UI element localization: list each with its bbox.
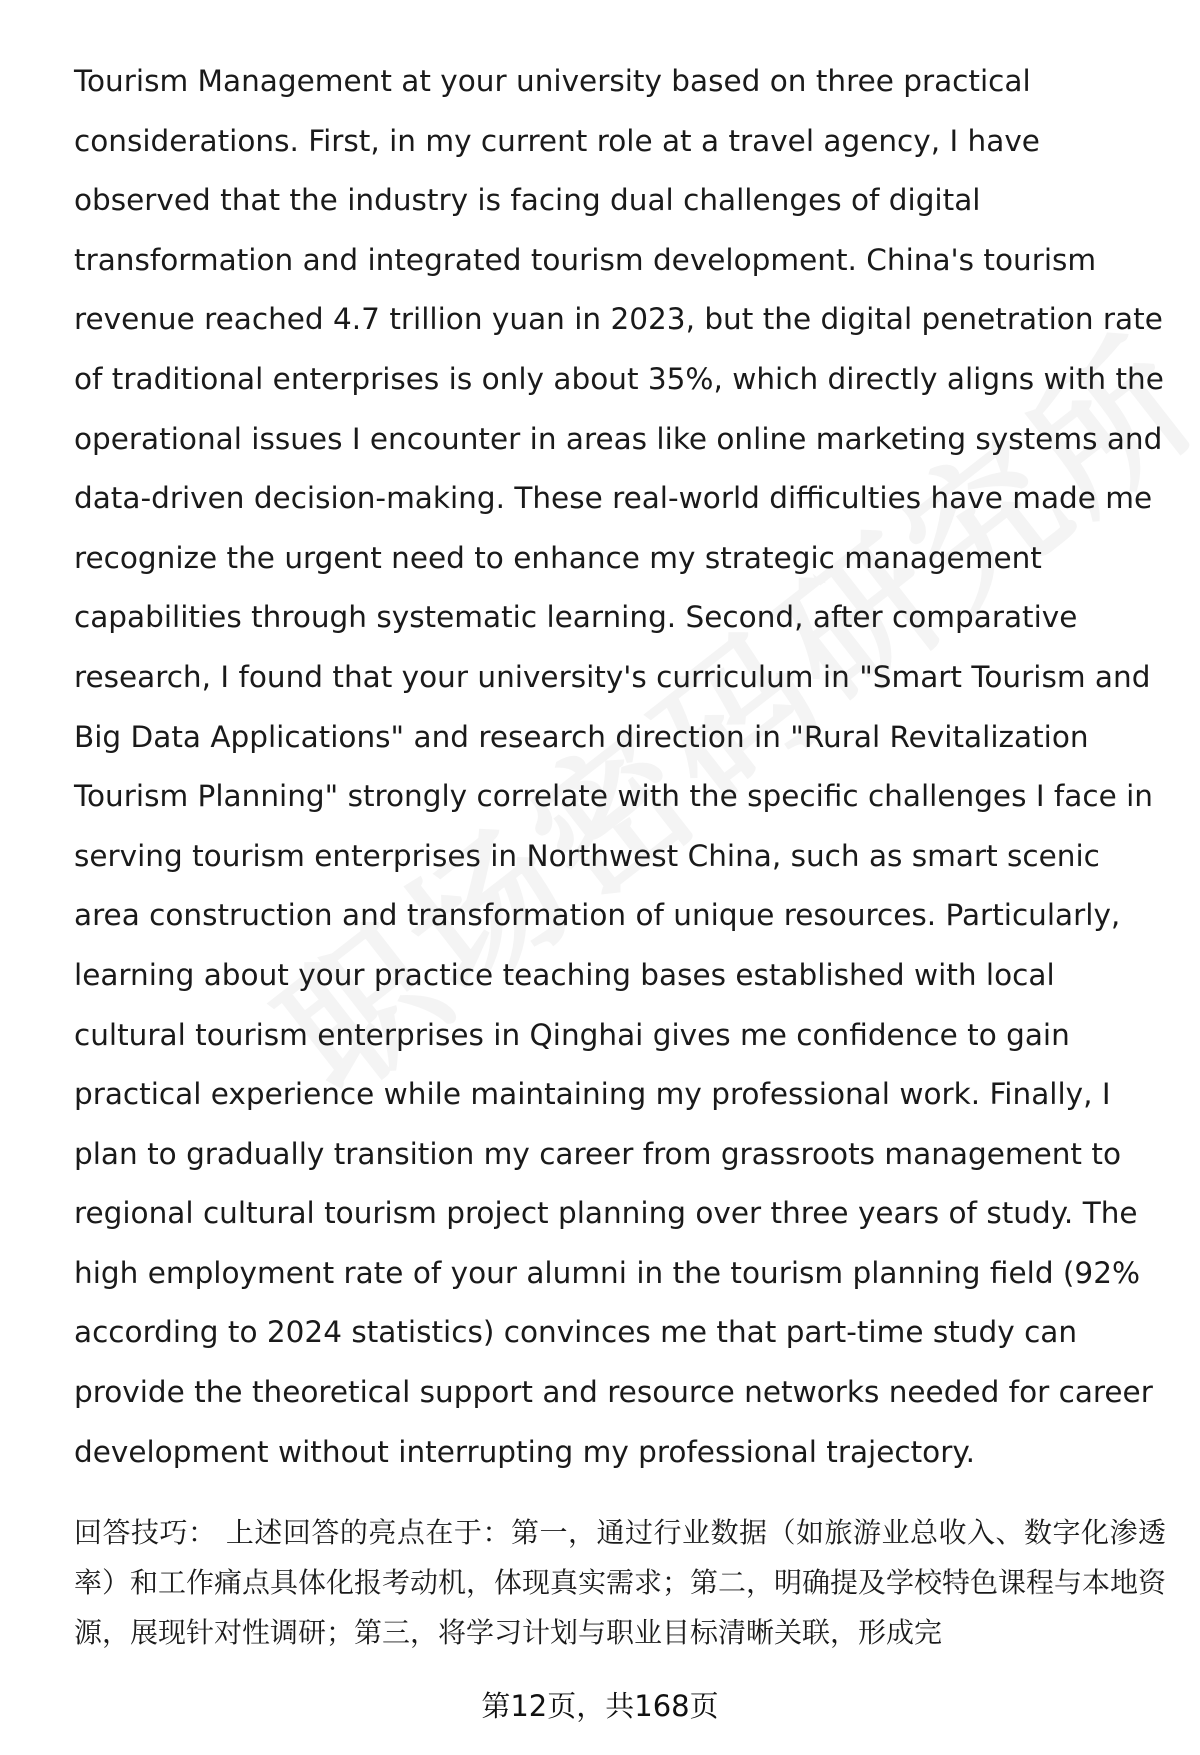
document-page xyxy=(74,52,1174,1482)
body-paragraph: Tourism Management at your university based on three practical considerations. First, in my current role at a travel agency, I have observed that the industry is facing dual challenges of digital transformation and integrated tourism development. China's tourism revenue reached 4.7 trillion yuan in 2023, but the digital penetration rate of traditional enterprises is only about 35%, which directly aligns with the operational issues I encounter in areas like online marketing systems and data-driven decision-making. These real-world difficulties have made me recognize the urgent need to enhance my strategic management capabilities through systematic learning. Second, after comparative research, I found that your university's curriculum in "Smart Tourism and Big Data Applications" and research direction in "Rural Revitalization Tourism Planning" strongly correlate with the specific challenges I face in serving tourism enterprises in Northwest China, such as smart scenic area construction and transformation of unique resources. Particularly, learning about your practice teaching bases established with local cultural tourism enterprises in Qinghai gives me confidence to gain practical experience while maintaining my professional work. Finally, I plan to gradually transition my career from grassroots management to regional cultural tourism project planning over three years of study. The high employment rate of your alumni in the tourism planning field (92% according to 2024 statistics) convinces me that part-time study can provide the theoretical support and resource networks needed for career development without interrupting my professional trajectory. xyxy=(74,64,1164,1469)
page-footer: 第12页，共168页 xyxy=(481,1689,719,1723)
answer-tips: 回答技巧： 上述回答的亮点在于：第一，通过行业数据（如旅游业总收入、数字化渗透率）和工作痛点具体化报考动机，体现真实需求；第二，明确提及学校特色课程与本地资源，展现针对性调研；第三，将学习计划与职业目标清晰关联，形成完 xyxy=(74,1516,1167,1649)
